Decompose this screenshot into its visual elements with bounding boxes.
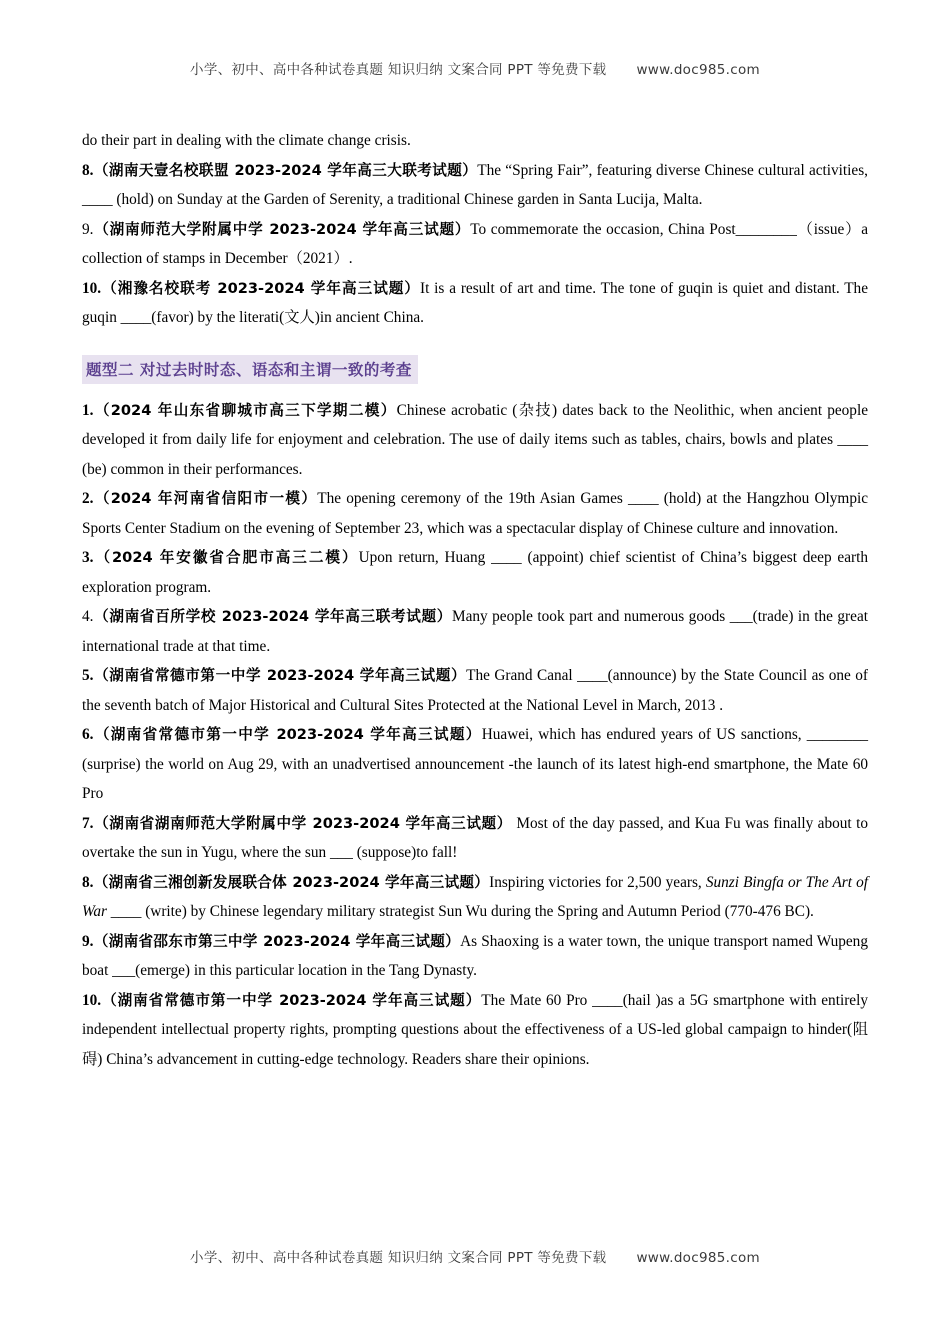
question-item <box>82 986 868 1075</box>
page-header <box>82 58 868 78</box>
item-source: （湖南天壹名校联盟 2023-2024 学年高三大联考试题） <box>93 161 478 179</box>
item-text: To commemorate the occasion, China Post________（issue）a collection of stamps in December（2021）. <box>82 220 868 267</box>
item-source: （湖南师范大学附属中学 2023-2024 学年高三试题） <box>93 220 471 238</box>
question-item <box>82 156 868 215</box>
item-number: 8. <box>82 873 94 891</box>
item-source: （2024 年山东省聊城市高三下学期二模） <box>93 401 397 419</box>
section-heading: 题型二 对过去时时态、语态和主谓一致的考查 <box>82 355 418 384</box>
item-source: （2024 年河南省信阳市一模） <box>93 490 318 507</box>
top-continuation-text: do their part in dealing with the climate change crisis. <box>82 132 411 149</box>
question-item <box>82 274 868 333</box>
item-text: The Grand Canal ____(announce) by the State Council as one of the seventh batch of Major Historical and Cultural Sites Protected at the National Level in March, 2013 . <box>82 667 868 714</box>
question-item <box>82 543 868 602</box>
item-number: 1. <box>82 401 94 419</box>
item-source: （湖南省湖南师范大学附属中学 2023-2024 学年高三试题） <box>93 814 512 832</box>
item-number: 10. <box>82 279 102 297</box>
page-footer <box>82 1186 868 1266</box>
item-text: Chinese acrobatic (杂技) dates back to the Neolithic, when ancient people developed it from daily life for enjoyment and celebration. The use of daily items such as tables, chairs, bowls and plates ____ (be) common in their performances. <box>82 401 868 478</box>
question-item <box>82 602 868 661</box>
question-item <box>82 809 868 868</box>
item-source: （湖南省邵东市第三中学 2023-2024 学年高三试题） <box>93 932 461 950</box>
item-text: Upon return, Huang ____ (appoint) chief scientist of China’s biggest deep earth exploration program. <box>82 549 868 596</box>
question-item <box>82 927 868 986</box>
item-text: It is a result of art and time. The tone of guqin is quiet and distant. The guqin ____(favor) by the literati(文人)in ancient China. <box>82 279 868 326</box>
item-number: 4. <box>82 608 94 625</box>
item-text: Most of the day passed, and Kua Fu was finally about to overtake the sun in Yugu, where the sun ___ (suppose)to fall! <box>82 814 868 861</box>
item-text: The “Spring Fair”, featuring diverse Chinese cultural activities, ____ (hold) on Sunday at the Garden of Serenity, a traditional Chinese garden in Santa Lucija, Malta. <box>82 161 868 208</box>
item-source: （2024 年安徽省合肥市高三二模） <box>93 549 359 566</box>
item-number: 6. <box>82 726 94 743</box>
footer-site-url: www.doc985.com <box>636 1250 760 1266</box>
item-number: 7. <box>82 814 94 832</box>
item-number: 10. <box>82 991 102 1009</box>
item-number: 8. <box>82 161 94 179</box>
item-source: （湖南省常德市第一中学 2023-2024 学年高三试题） <box>93 667 467 684</box>
question-item <box>82 396 868 485</box>
item-text: As Shaoxing is a water town, the unique transport named Wupeng boat ___(emerge) in this particular location in the Tang Dynasty. <box>82 932 868 979</box>
item-number: 9. <box>82 220 94 238</box>
item-source: （湘豫名校联考 2023-2024 学年高三试题） <box>101 279 420 297</box>
item-source: （湖南省百所学校 2023-2024 学年高三联考试题） <box>93 608 452 625</box>
item-text: Huawei, which has endured years of US sanctions, ________ (surprise) the world on Aug 29, with an unadvertised announcement -the launch of its latest high-end smartphone, the Mate 60 Pro <box>82 726 868 802</box>
item-source: （湖南省三湘创新发展联合体 2023-2024 学年高三试题） <box>93 873 490 891</box>
item-title-italic: Sunzi Bingfa or The Art of War <box>82 873 868 920</box>
item-text: The opening ceremony of the 19th Asian Games ____ (hold) at the Hangzhou Olympic Sports Center Stadium on the evening of September 23, which was a spectacular display of Chinese culture and innovation. <box>82 490 869 537</box>
header-site-url: www.doc985.com <box>636 62 760 78</box>
item-text-continued: ____ (write) by Chinese legendary military strategist Sun Wu during the Spring and Autumn Period (770-476 BC). <box>106 903 814 920</box>
item-number: 9. <box>82 932 94 950</box>
footer-note <box>82 1246 868 1266</box>
header-note-text: 小学、初中、高中各种试卷真题 知识归纳 文案合同 PPT 等免费下载 <box>190 62 607 78</box>
item-number: 3. <box>82 549 94 566</box>
question-item <box>82 661 868 720</box>
item-text: Many people took part and numerous goods ___(trade) in the great international trade at that time. <box>82 608 868 655</box>
item-number: 2. <box>82 490 94 507</box>
item-text: Inspiring victories for 2,500 years, <box>489 873 706 891</box>
item-source: （湖南省常德市第一中学 2023-2024 学年高三试题） <box>101 991 482 1009</box>
question-item <box>82 215 868 274</box>
top-continuation-line <box>82 126 868 156</box>
question-item <box>82 720 868 809</box>
question-item <box>82 868 868 927</box>
item-number: 5. <box>82 667 94 684</box>
footer-note-text: 小学、初中、高中各种试卷真题 知识归纳 文案合同 PPT 等免费下载 <box>190 1250 607 1266</box>
question-item <box>82 484 868 543</box>
item-source: （湖南省常德市第一中学 2023-2024 学年高三试题） <box>93 726 482 743</box>
item-text: The Mate 60 Pro ____(hail )as a 5G smartphone with entirely independent intellectual property rights, prompting questions about the effectiveness of a US-led global campaign to hinder(阻碍) China’s advancement in cutting-edge technology. Readers share their opinions. <box>82 991 868 1068</box>
